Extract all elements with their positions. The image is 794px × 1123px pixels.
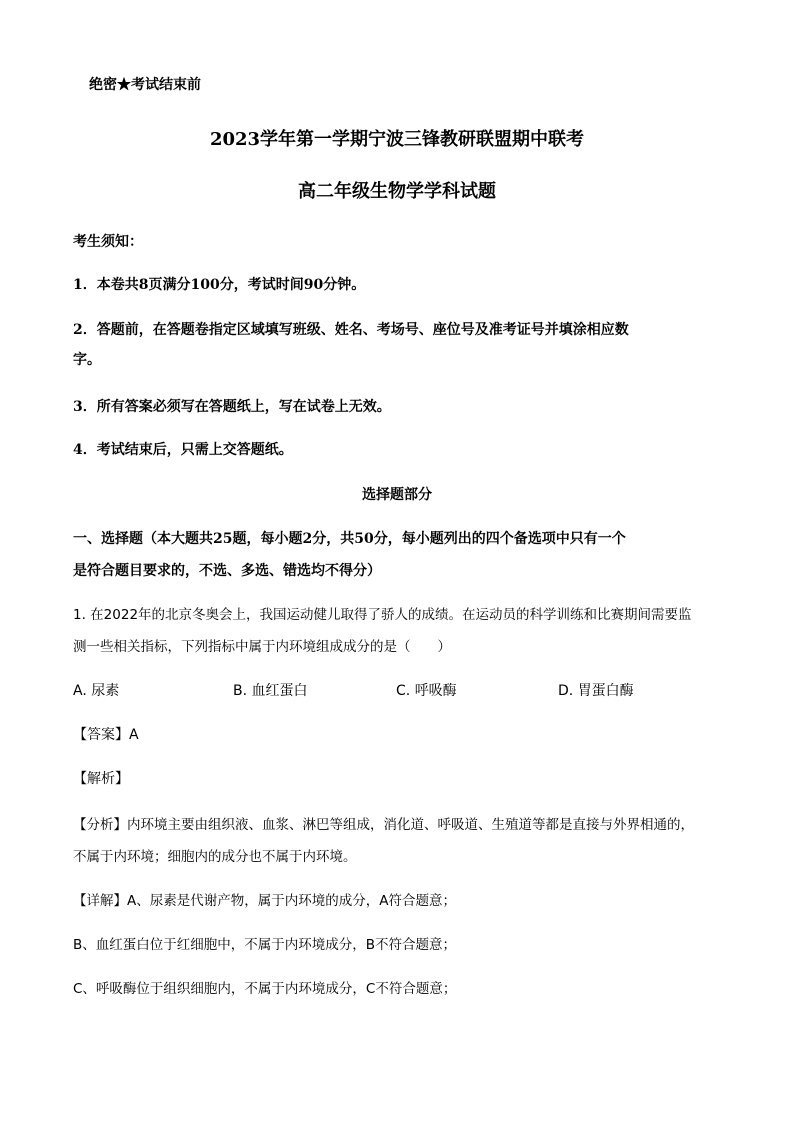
notice-item: 4．考试结束后，只需上交答题纸。	[73, 442, 293, 458]
fenxi-text: 内环境主要由组织液、血浆、淋巴等组成，消化道、呼吸道、生殖道等都是直接与外界相通的，	[127, 817, 694, 833]
secret-label: 绝密★考试结束前	[89, 77, 201, 93]
answer-tag: 【答案】	[73, 727, 129, 743]
notice-item: 3．所有答案必须写在答题纸上，写在试卷上无效。	[73, 399, 391, 415]
answer-line	[73, 725, 139, 745]
notice-item: 2．答题前，在答题卷指定区域填写班级、姓名、考场号、座位号及准考证号并填涂相应数	[73, 322, 629, 338]
answer-value: A	[129, 727, 139, 743]
option-c	[396, 681, 457, 701]
question-stem: 1. 在2022年的北京冬奥会上，我国运动健儿取得了骄人的成绩。在运动员的科学训练和比赛期间需要监	[73, 607, 692, 623]
notice-item: 字。	[73, 352, 101, 368]
notice-heading: 考生须知：	[73, 234, 143, 250]
part-instruction: 一、选择题（本大题共25题，每小题2分，共50分，每小题列出的四个备选项中只有一个	[73, 531, 626, 547]
fenxi-line: 不属于内环境；细胞内的成分也不属于内环境。	[73, 849, 357, 865]
section-title: 选择题部分	[362, 487, 432, 503]
detail-line: B、血红蛋白位于红细胞中，不属于内环境成分，B不符合题意；	[73, 937, 457, 953]
exam-subtitle: 高二年级生物学学科试题	[298, 181, 496, 202]
detail-line	[73, 891, 456, 911]
option-label: D.	[558, 683, 574, 699]
xiangjie-text: A、尿素是代谢产物，属于内环境的成分，A符合题意；	[127, 893, 456, 909]
option-b	[233, 681, 308, 701]
option-text: 呼吸酶	[414, 683, 457, 699]
fenxi-line	[73, 815, 694, 835]
option-d	[558, 681, 634, 701]
option-label: C.	[396, 683, 411, 699]
exam-title: 2023学年第一学期宁波三锋教研联盟期中联考	[209, 129, 585, 150]
xiangjie-tag: 【详解】	[73, 893, 127, 909]
option-label: A.	[73, 683, 87, 699]
fenxi-tag: 【分析】	[73, 817, 127, 833]
detail-line: C、呼吸酶位于组织细胞内，不属于内环境成分，C不符合题意；	[73, 981, 457, 997]
option-text: 尿素	[91, 683, 120, 699]
analysis-tag: 【解析】	[73, 771, 129, 787]
option-text: 血红蛋白	[251, 683, 308, 699]
option-text: 胃蛋白酶	[577, 683, 634, 699]
part-instruction: 是符合题目要求的，不选、多选、错选均不得分）	[73, 563, 381, 579]
question-stem: 测一些相关指标，下列指标中属于内环境组成成分的是（ ）	[73, 639, 451, 655]
notice-item: 1．本卷共8页满分100分，考试时间90分钟。	[73, 277, 366, 293]
option-label: B.	[233, 683, 248, 699]
option-a	[73, 681, 119, 701]
